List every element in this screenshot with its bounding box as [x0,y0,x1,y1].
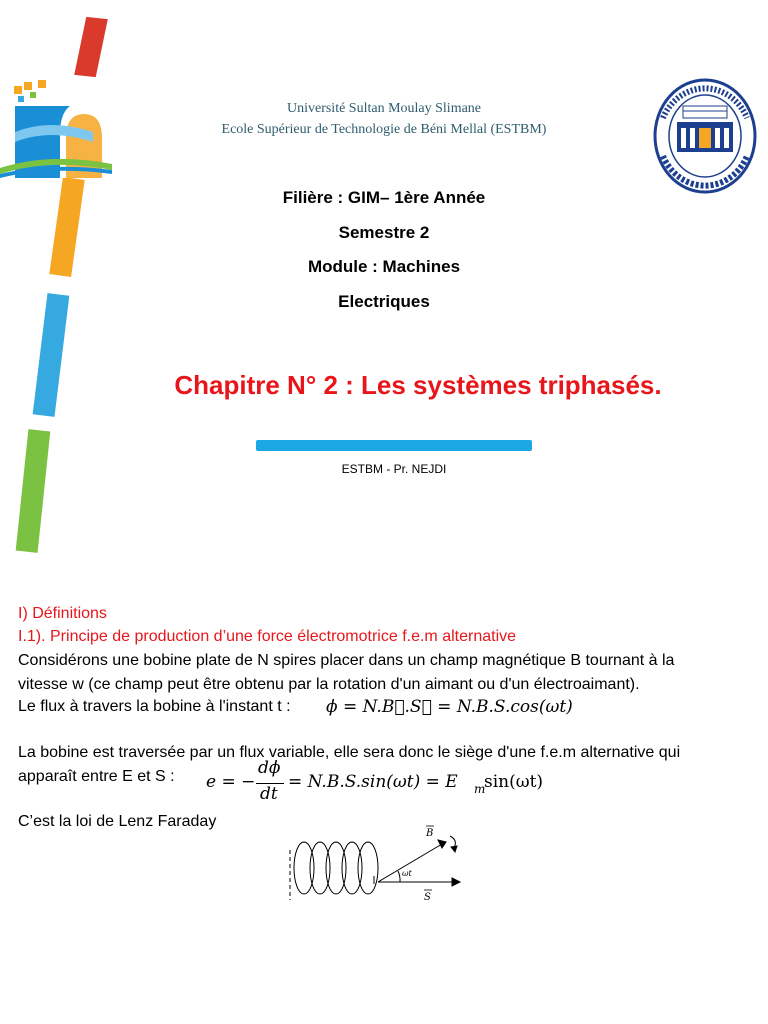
paragraph-1-line-2: vitesse w (ce champ peut être obtenu par la rotation d'un aimant ou d'un électroaimant). [18,676,640,693]
angle-label: ωt [402,869,412,878]
emf-tail: sin(ωt) [484,772,544,792]
emf-fraction-den: dt [260,784,278,804]
estbm-seal-logo [653,78,757,194]
vector-s-label: S [424,892,431,903]
module-line-2: Electriques [338,292,430,311]
module-line-1: Module : Machines [307,257,461,276]
lenz-law-line: C’est la loi de Lenz Faraday [18,813,217,830]
author-line: ESTBM - Pr. NEJDI [341,462,447,476]
vector-b-label: B [426,828,434,839]
paragraph-2-line-2: apparaît entre E et S : [18,768,175,785]
section-heading: I) Définitions [18,605,107,622]
flux-intro: Le flux à travers la bobine à l'instant t : [18,698,291,715]
emf-rhs: = N.B.S.sin(ωt) = E [288,772,458,792]
decor-stripe-green [16,429,51,553]
paragraph-2-line-1: La bobine est traversée par un flux variable, elle sera donc le siège d'une f.e.m alternative qui [18,744,681,761]
paragraph-1-line-1: Considérons une bobine plate de N spires placer dans un champ magnétique B tournant à la [18,652,675,669]
chapter-title: Chapitre N° 2 : Les systèmes triphasés. [174,370,662,400]
filiere-line: Filière : GIM– 1ère Année [282,188,486,207]
semestre-line: Semestre 2 [338,223,430,242]
section-subheading: I.1). Principe de production d’une force électromotrice f.e.m alternative [18,628,517,645]
coil-diagram [280,820,480,910]
flux-formula: ϕ = N.B⃗.S⃗ = N.B.S.cos(ωt) [326,697,573,717]
school-name: Ecole Supérieur de Technologie de Béni Mellal (ESTBM) [221,122,547,137]
emf-subscript: m [474,782,486,796]
title-underline-bar [256,440,532,451]
emf-lhs: e = − [206,772,256,792]
emf-fraction-num: dϕ [258,758,281,778]
decor-stripe-red [74,17,108,77]
university-name: Université Sultan Moulay Slimane [286,101,482,116]
